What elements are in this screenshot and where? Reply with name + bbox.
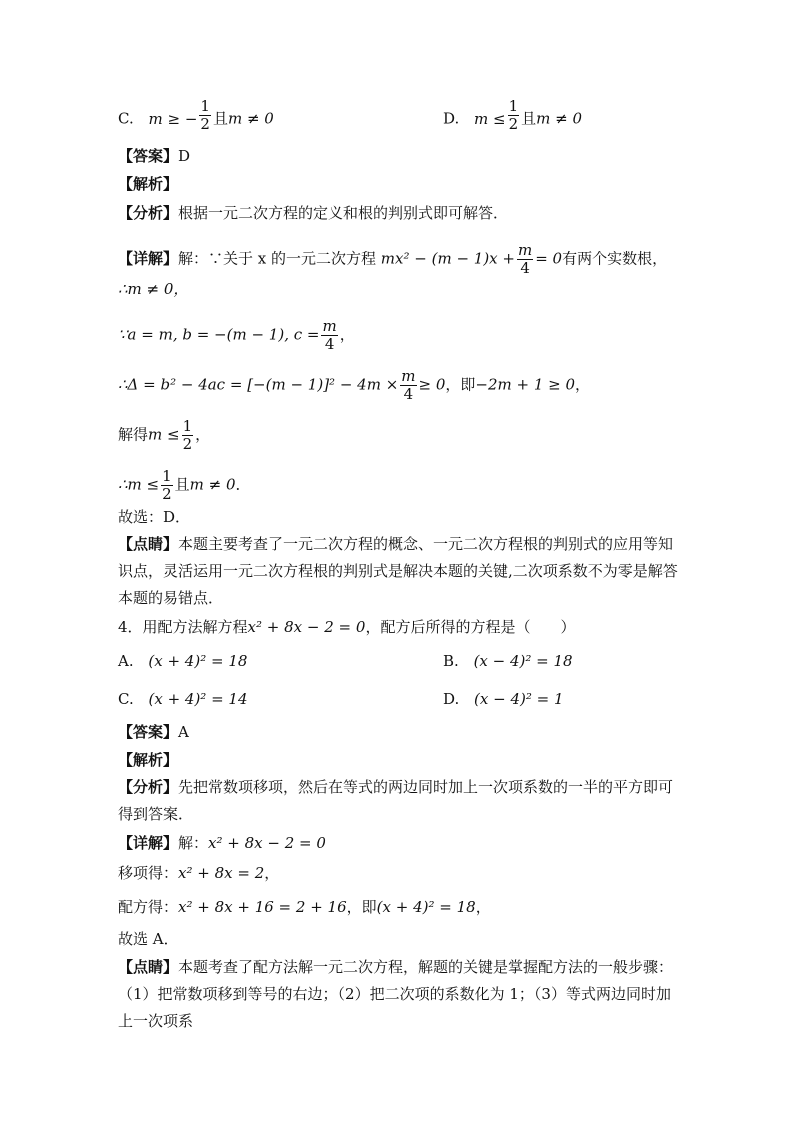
text: 配方得： — [118, 898, 179, 916]
q4-move — [118, 863, 279, 883]
q4-peifang — [118, 897, 491, 917]
math-expr: (x + 4)² = 18 — [148, 652, 248, 670]
fenxi-tag: 【分析】 — [118, 778, 179, 796]
fraction-numerator: m — [517, 241, 533, 259]
text: 且 — [212, 109, 228, 128]
fraction-denominator: 4 — [324, 335, 335, 353]
math-expr: mx² − (m − 1)x + — [380, 249, 515, 268]
fenxi-text: 先把常数项移项，然后在等式的两边同时加上一次项系数的一半的平方即可得到答案． — [118, 778, 674, 823]
q3-option-c — [118, 97, 274, 133]
fraction-denominator: 2 — [162, 485, 172, 503]
text: 故选 A． — [118, 930, 179, 948]
question-stem: 4．用配方法解方程 — [118, 618, 248, 636]
q3-analysis-heading — [118, 174, 178, 194]
fraction — [182, 418, 194, 453]
q3-answer — [118, 146, 190, 166]
fraction-denominator: 4 — [520, 259, 530, 277]
math-expr: x² + 8x − 2 = 0 — [247, 618, 366, 636]
math-expr: (x + 4)² = 14 — [148, 690, 248, 708]
fraction-numerator: m — [401, 367, 416, 385]
q4-choose — [118, 929, 179, 949]
math-expr: x² + 8x − 2 = 0 — [208, 834, 326, 852]
fraction-denominator: 2 — [182, 435, 193, 453]
analysis-tag: 【解析】 — [118, 175, 179, 193]
q4-option-b — [443, 651, 573, 671]
xiangjie-tag: 【详解】 — [118, 249, 179, 268]
text: ． — [235, 475, 251, 494]
fraction-numerator: 1 — [182, 417, 193, 435]
fraction-denominator: 2 — [508, 115, 519, 133]
math-expr: x² + 8x = 2 — [178, 864, 265, 882]
q3-option-d — [443, 97, 583, 133]
text: 解： — [178, 834, 209, 852]
text: 且 — [174, 475, 190, 494]
fraction — [508, 98, 520, 133]
dianjing-tag: 【点睛】 — [118, 958, 179, 976]
fraction-denominator: 2 — [200, 115, 210, 133]
dianjing-tag: 【点睛】 — [118, 535, 179, 553]
math-expr: −2m + 1 ≥ 0 — [475, 375, 576, 394]
analysis-tag: 【解析】 — [118, 751, 179, 769]
text: ， — [575, 375, 591, 394]
math-expr: x² + 8x + 16 = 2 + 16 — [178, 898, 347, 916]
fraction-denominator: 4 — [403, 385, 414, 403]
q4-fenxi — [118, 774, 678, 828]
q4-analysis-heading — [118, 750, 178, 770]
math-expr: ∴m ≤ — [118, 475, 160, 494]
answer-tag: 【答案】 — [118, 723, 179, 741]
q4-option-c — [118, 689, 248, 709]
option-label: D. — [443, 109, 460, 128]
math-expr: (x − 4)² = 18 — [473, 652, 573, 670]
math-expr: = 0 — [535, 249, 563, 268]
q3-step1 — [118, 279, 188, 299]
text: ， — [195, 425, 211, 444]
q3-choose — [118, 507, 190, 527]
option-label: B. — [443, 652, 459, 670]
q3-xiangjie — [118, 242, 667, 277]
text: ，即 — [445, 375, 476, 394]
fenxi-tag: 【分析】 — [118, 204, 179, 222]
option-label: A. — [118, 652, 134, 670]
dianjing-text: 本题主要考查了一元二次方程的概念、一元二次方程根的判别式的应用等知识点，灵活运用一元二次方程根的判别式是解决本题的关键,二次项系数不为零是解答本题的易错点． — [118, 535, 678, 607]
fraction-numerator: 1 — [162, 467, 172, 485]
text: 移项得： — [118, 864, 179, 882]
answer-value: A — [178, 723, 189, 741]
q3-step4 — [118, 418, 210, 453]
text: ， — [264, 864, 280, 882]
math-expr: m ≠ 0 — [189, 475, 236, 494]
q3-dianjing — [118, 531, 678, 612]
math-expr: ∴m ≠ 0， — [118, 280, 189, 298]
math-expr: m ≤ — [474, 109, 506, 128]
fraction — [321, 318, 337, 353]
text: ，配方后所得的方程是（ ） — [365, 618, 576, 636]
q4-stem — [118, 617, 575, 637]
text: ，即 — [346, 898, 377, 916]
fraction — [199, 98, 211, 133]
fraction-numerator: m — [322, 317, 337, 335]
xiangjie-tag: 【详解】 — [118, 834, 179, 852]
fraction-numerator: 1 — [508, 97, 519, 115]
q4-xiangjie — [118, 833, 326, 853]
math-expr: m ≤ — [148, 425, 180, 444]
fraction-numerator: 1 — [200, 97, 210, 115]
fraction — [400, 368, 416, 403]
math-expr: m ≠ 0 — [227, 109, 274, 128]
text: 解得 — [118, 425, 149, 444]
answer-tag: 【答案】 — [118, 147, 179, 165]
q3-step2 — [118, 318, 355, 353]
fenxi-text: 根据一元二次方程的定义和根的判别式即可解答． — [178, 204, 509, 222]
q3-step5 — [118, 468, 251, 503]
math-expr: m ≥ − — [148, 109, 198, 128]
math-expr: (x − 4)² = 1 — [474, 690, 564, 708]
text: ， — [475, 898, 491, 916]
q4-option-d — [443, 689, 564, 709]
text: 且 — [521, 109, 537, 128]
answer-value: D — [178, 147, 191, 165]
dianjing-text: 本题考查了配方法解一元二次方程，解题的关键是掌握配方法的一般步骤：（1）把常数项移到等号的右边；（2）把二次项的系数化为 1；（3）等式两边同时加上一次项系 — [118, 958, 674, 1030]
text: 有两个实数根， — [562, 249, 668, 268]
q3-fenxi — [118, 203, 508, 223]
option-label: C. — [118, 109, 134, 128]
math-expr: ≥ 0 — [418, 375, 446, 394]
fraction — [517, 242, 533, 277]
q4-dianjing — [118, 954, 678, 1035]
q3-step3 — [118, 368, 590, 403]
math-expr: (x + 4)² = 18 — [376, 898, 476, 916]
math-expr: ∴Δ = b² − 4ac = [−(m − 1)]² − 4m × — [118, 375, 399, 394]
text: ， — [339, 325, 355, 344]
text: 故选：D． — [118, 508, 191, 526]
text: 解：∵关于 x 的一元二次方程 — [178, 249, 377, 268]
math-expr: ∵a = m, b = −(m − 1), c = — [118, 325, 320, 344]
q4-answer — [118, 722, 189, 742]
q4-option-a — [118, 651, 247, 671]
option-label: D. — [443, 690, 460, 708]
math-expr: m ≠ 0 — [536, 109, 583, 128]
option-label: C. — [118, 690, 134, 708]
fraction — [161, 468, 173, 503]
